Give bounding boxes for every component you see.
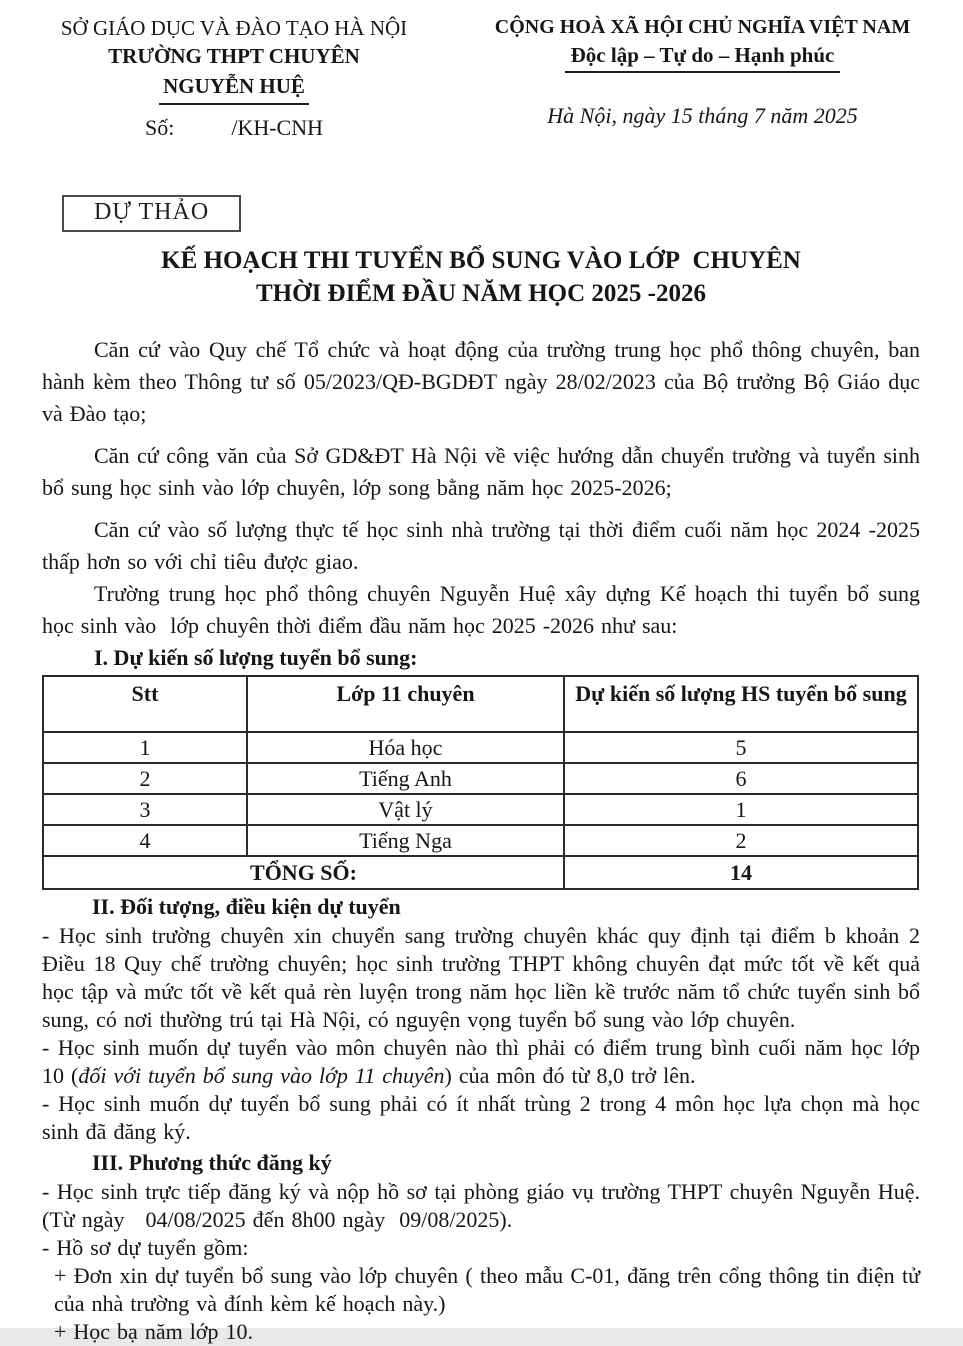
draft-stamp: DỰ THẢO <box>62 195 241 232</box>
quota-table <box>42 675 919 890</box>
national-motto: Độc lập – Tự do – Hạnh phúc <box>565 43 841 73</box>
cell-count: 2 <box>564 825 918 856</box>
school-name-underlined: NGUYỄN HUỆ <box>159 72 309 105</box>
preamble-paragraph: Căn cứ vào số lượng thực tế học sinh nhà trường tại thời điểm cuối năm học 2024 -2025 thấp hơn so với chỉ tiêu được giao. <box>42 517 920 574</box>
section2-item2-prefix: - Học sinh muốn dự tuyển vào môn chuyên nào thì phải có điểm trung bình cuối năm học lớp 10 ( <box>42 1035 920 1088</box>
preamble-paragraph: Căn cứ công văn của Sở GD&ĐT Hà Nội về việc hướng dẫn chuyển trường và tuyển sinh bổ sung học sinh vào lớp chuyên, lớp song bằng năm học 2025-2026; <box>42 443 920 500</box>
place-date: Hà Nội, ngày 15 tháng 7 năm 2025 <box>547 103 858 128</box>
table-row <box>43 763 918 794</box>
section2-items <box>42 922 920 1146</box>
document-title <box>42 244 920 310</box>
cell-stt: 4 <box>43 825 247 856</box>
section3-heading: III. Phương thức đăng ký <box>92 1150 332 1175</box>
document-body <box>0 141 963 1346</box>
section1-heading: I. Dự kiến số lượng tuyển bổ sung: <box>94 645 418 670</box>
section2-item2 <box>42 1034 920 1090</box>
document-title-line1: KẾ HOẠCH THI TUYỂN BỔ SUNG VÀO LỚP CHUYÊN <box>161 247 801 274</box>
col-header-quota: Dự kiến số lượng HS tuyển bổ sung <box>564 676 918 732</box>
section3-item1: - Học sinh trực tiếp đăng ký và nộp hồ sơ tại phòng giáo vụ trường THPT chuyên Nguyễn Huệ. (Từ ngày 04/08/2025 đến 8h00 ngày 09/08/2025). <box>42 1179 920 1232</box>
cell-count: 5 <box>564 732 918 763</box>
total-value: 14 <box>564 856 918 889</box>
preamble-paragraph: Trường trung học phổ thông chuyên Nguyễn Huệ xây dựng Kế hoạch thi tuyển bổ sung học sinh vào lớp chuyên thời điểm đầu năm học 2025 -2026 như sau: <box>42 581 920 638</box>
col-header-stt: Stt <box>43 676 247 732</box>
preamble <box>42 334 920 642</box>
table-row <box>43 732 918 763</box>
total-label: TỔNG SỐ: <box>43 856 564 889</box>
cell-stt: 3 <box>43 794 247 825</box>
letterhead <box>0 0 963 141</box>
doc-number-label: Số: <box>144 115 175 140</box>
cell-stt: 1 <box>43 732 247 763</box>
section2-item2-italic: đối với tuyển bổ sung vào lớp 11 chuyên <box>78 1063 445 1088</box>
preamble-paragraph: Căn cứ vào Quy chế Tổ chức và hoạt động của trường trung học phổ thông chuyên, ban hành kèm theo Thông tư số 05/2023/QĐ-BGDĐT ngày 28/02/2023 của Bộ trưởng Bộ Giáo dục và Đào tạo; <box>42 337 920 426</box>
school-name-line2 <box>12 72 456 105</box>
section2-item1: - Học sinh trường chuyên xin chuyển sang trường chuyên khác quy định tại điểm b khoản 2 Điều 18 Quy chế trường chuyên; học sinh trường THPT không chuyên đạt mức tốt về kết quả học tập và mức tốt về kết quả rèn luyện trong năm học liền kề trước năm tổ chức tuyển sinh bổ sung, có nơi thường trú tại Hà Nội, có nguyện vọng tuyển bổ sung vào lớp chuyên. <box>42 923 920 1032</box>
section3-items <box>42 1178 920 1346</box>
col-header-class: Lớp 11 chuyên <box>247 676 564 732</box>
section2-item3: - Học sinh muốn dự tuyển bổ sung phải có ít nhất trùng 2 trong 4 môn học lựa chọn mà học sinh đã đăng ký. <box>42 1091 920 1144</box>
department-name: SỞ GIÁO DỤC VÀ ĐÀO TẠO HÀ NỘI <box>60 16 408 40</box>
cell-count: 6 <box>564 763 918 794</box>
table-total-row <box>43 856 918 889</box>
cell-count: 1 <box>564 794 918 825</box>
table-header-row <box>43 676 918 732</box>
letterhead-left <box>12 14 456 141</box>
cell-subject: Tiếng Anh <box>247 763 564 794</box>
cell-subject: Vật lý <box>247 794 564 825</box>
section2-item2-suffix: ) của môn đó từ 8,0 trở lên. <box>444 1063 696 1088</box>
section3-item3: + Đơn xin dự tuyển bổ sung vào lớp chuyên ( theo mẫu C-01, đăng trên cổng thông tin điện tử của nhà trường và đính kèm kế hoạch này.) <box>54 1263 920 1316</box>
doc-number-value: /KH-CNH <box>231 115 324 140</box>
letterhead-right <box>456 14 949 141</box>
cell-stt: 2 <box>43 763 247 794</box>
section3-item2: - Hồ sơ dự tuyển gồm: <box>42 1235 249 1260</box>
section3-item4: + Học bạ năm lớp 10. <box>54 1319 253 1344</box>
school-name-line1: TRƯỜNG THPT CHUYÊN <box>108 44 360 68</box>
cell-subject: Hóa học <box>247 732 564 763</box>
national-title: CỘNG HOÀ XÃ HỘI CHỦ NGHĨA VIỆT NAM <box>494 16 911 38</box>
doc-number-line <box>12 115 456 141</box>
table-row <box>43 794 918 825</box>
section2-heading: II. Đối tượng, điều kiện dự tuyển <box>92 894 401 919</box>
document-title-line2: THỜI ĐIỂM ĐẦU NĂM HỌC 2025 -2026 <box>256 280 706 307</box>
national-motto-line <box>456 43 949 73</box>
cell-subject: Tiếng Nga <box>247 825 564 856</box>
table-row <box>43 825 918 856</box>
